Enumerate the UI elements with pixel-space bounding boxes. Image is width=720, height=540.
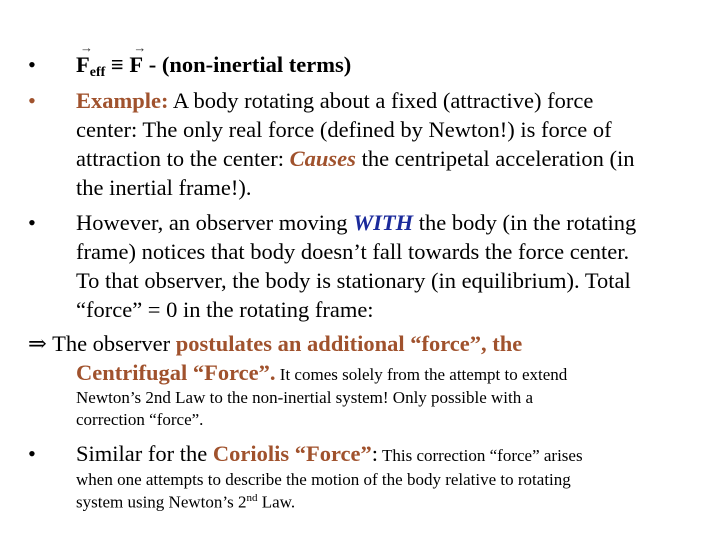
- vector-arrow-icon: →: [80, 40, 93, 55]
- implies-line-2: Centrifugal “Force”. It comes solely from the attempt to extend: [76, 360, 568, 385]
- similar-line-3: system using Newton’s 2nd Law.: [76, 492, 296, 512]
- causes-emphasis: Causes: [289, 146, 356, 171]
- however-line-4: “force” = 0 in the rotating frame:: [76, 297, 374, 322]
- however-line-3: To that observer, the body is stationary (in equilibrium). Total: [76, 268, 631, 293]
- equiv-symbol: ≡: [110, 52, 124, 77]
- bullet-dot: •: [28, 52, 36, 77]
- vector-arrow-icon: →: [133, 40, 147, 55]
- implies-line-1: ⇒ The observer postulates an additional “force”, the: [28, 331, 523, 356]
- postulates-emphasis: postulates an additional “force”, the: [175, 331, 523, 356]
- vector-f: → F: [129, 40, 147, 77]
- implies-arrow-icon: ⇒: [28, 331, 47, 356]
- implies-line-4: correction “force”.: [76, 410, 204, 429]
- example-line-3: attraction to the center: Causes the centripetal acceleration (in: [76, 146, 635, 171]
- however-line-1: However, an observer moving WITH the body (in the rotating: [76, 210, 637, 235]
- example-line-1: Example: A body rotating about a fixed (attractive) force: [76, 88, 594, 113]
- centrifugal-force-emphasis: Centrifugal “Force”.: [76, 360, 276, 385]
- bullet-dot: •: [28, 88, 36, 113]
- example-label: Example:: [76, 88, 169, 113]
- however-line-2: frame) notices that body doesn’t fall towards the force center.: [76, 239, 630, 264]
- vector-f-eff: → $F_{eff}$: [76, 40, 106, 80]
- implies-line-3: Newton’s 2nd Law to the non-inertial system! Only possible with a: [76, 388, 534, 407]
- formula-line: [76, 40, 352, 81]
- bullet-dot: •: [28, 210, 36, 235]
- example-line-2: center: The only real force (defined by Newton!) is force of: [76, 117, 612, 142]
- similar-line-2: when one attempts to describe the motion of the body relative to rotating: [76, 470, 571, 489]
- with-emphasis: WITH: [353, 210, 414, 235]
- coriolis-force-emphasis: Coriolis “Force”: [212, 441, 372, 466]
- similar-line-1: Similar for the Coriolis “Force”: This correction “force” arises: [76, 441, 583, 466]
- example-line-4: the inertial frame!).: [76, 175, 252, 200]
- formula-rest: - (non-inertial terms): [148, 52, 352, 77]
- bullet-dot: •: [28, 441, 36, 466]
